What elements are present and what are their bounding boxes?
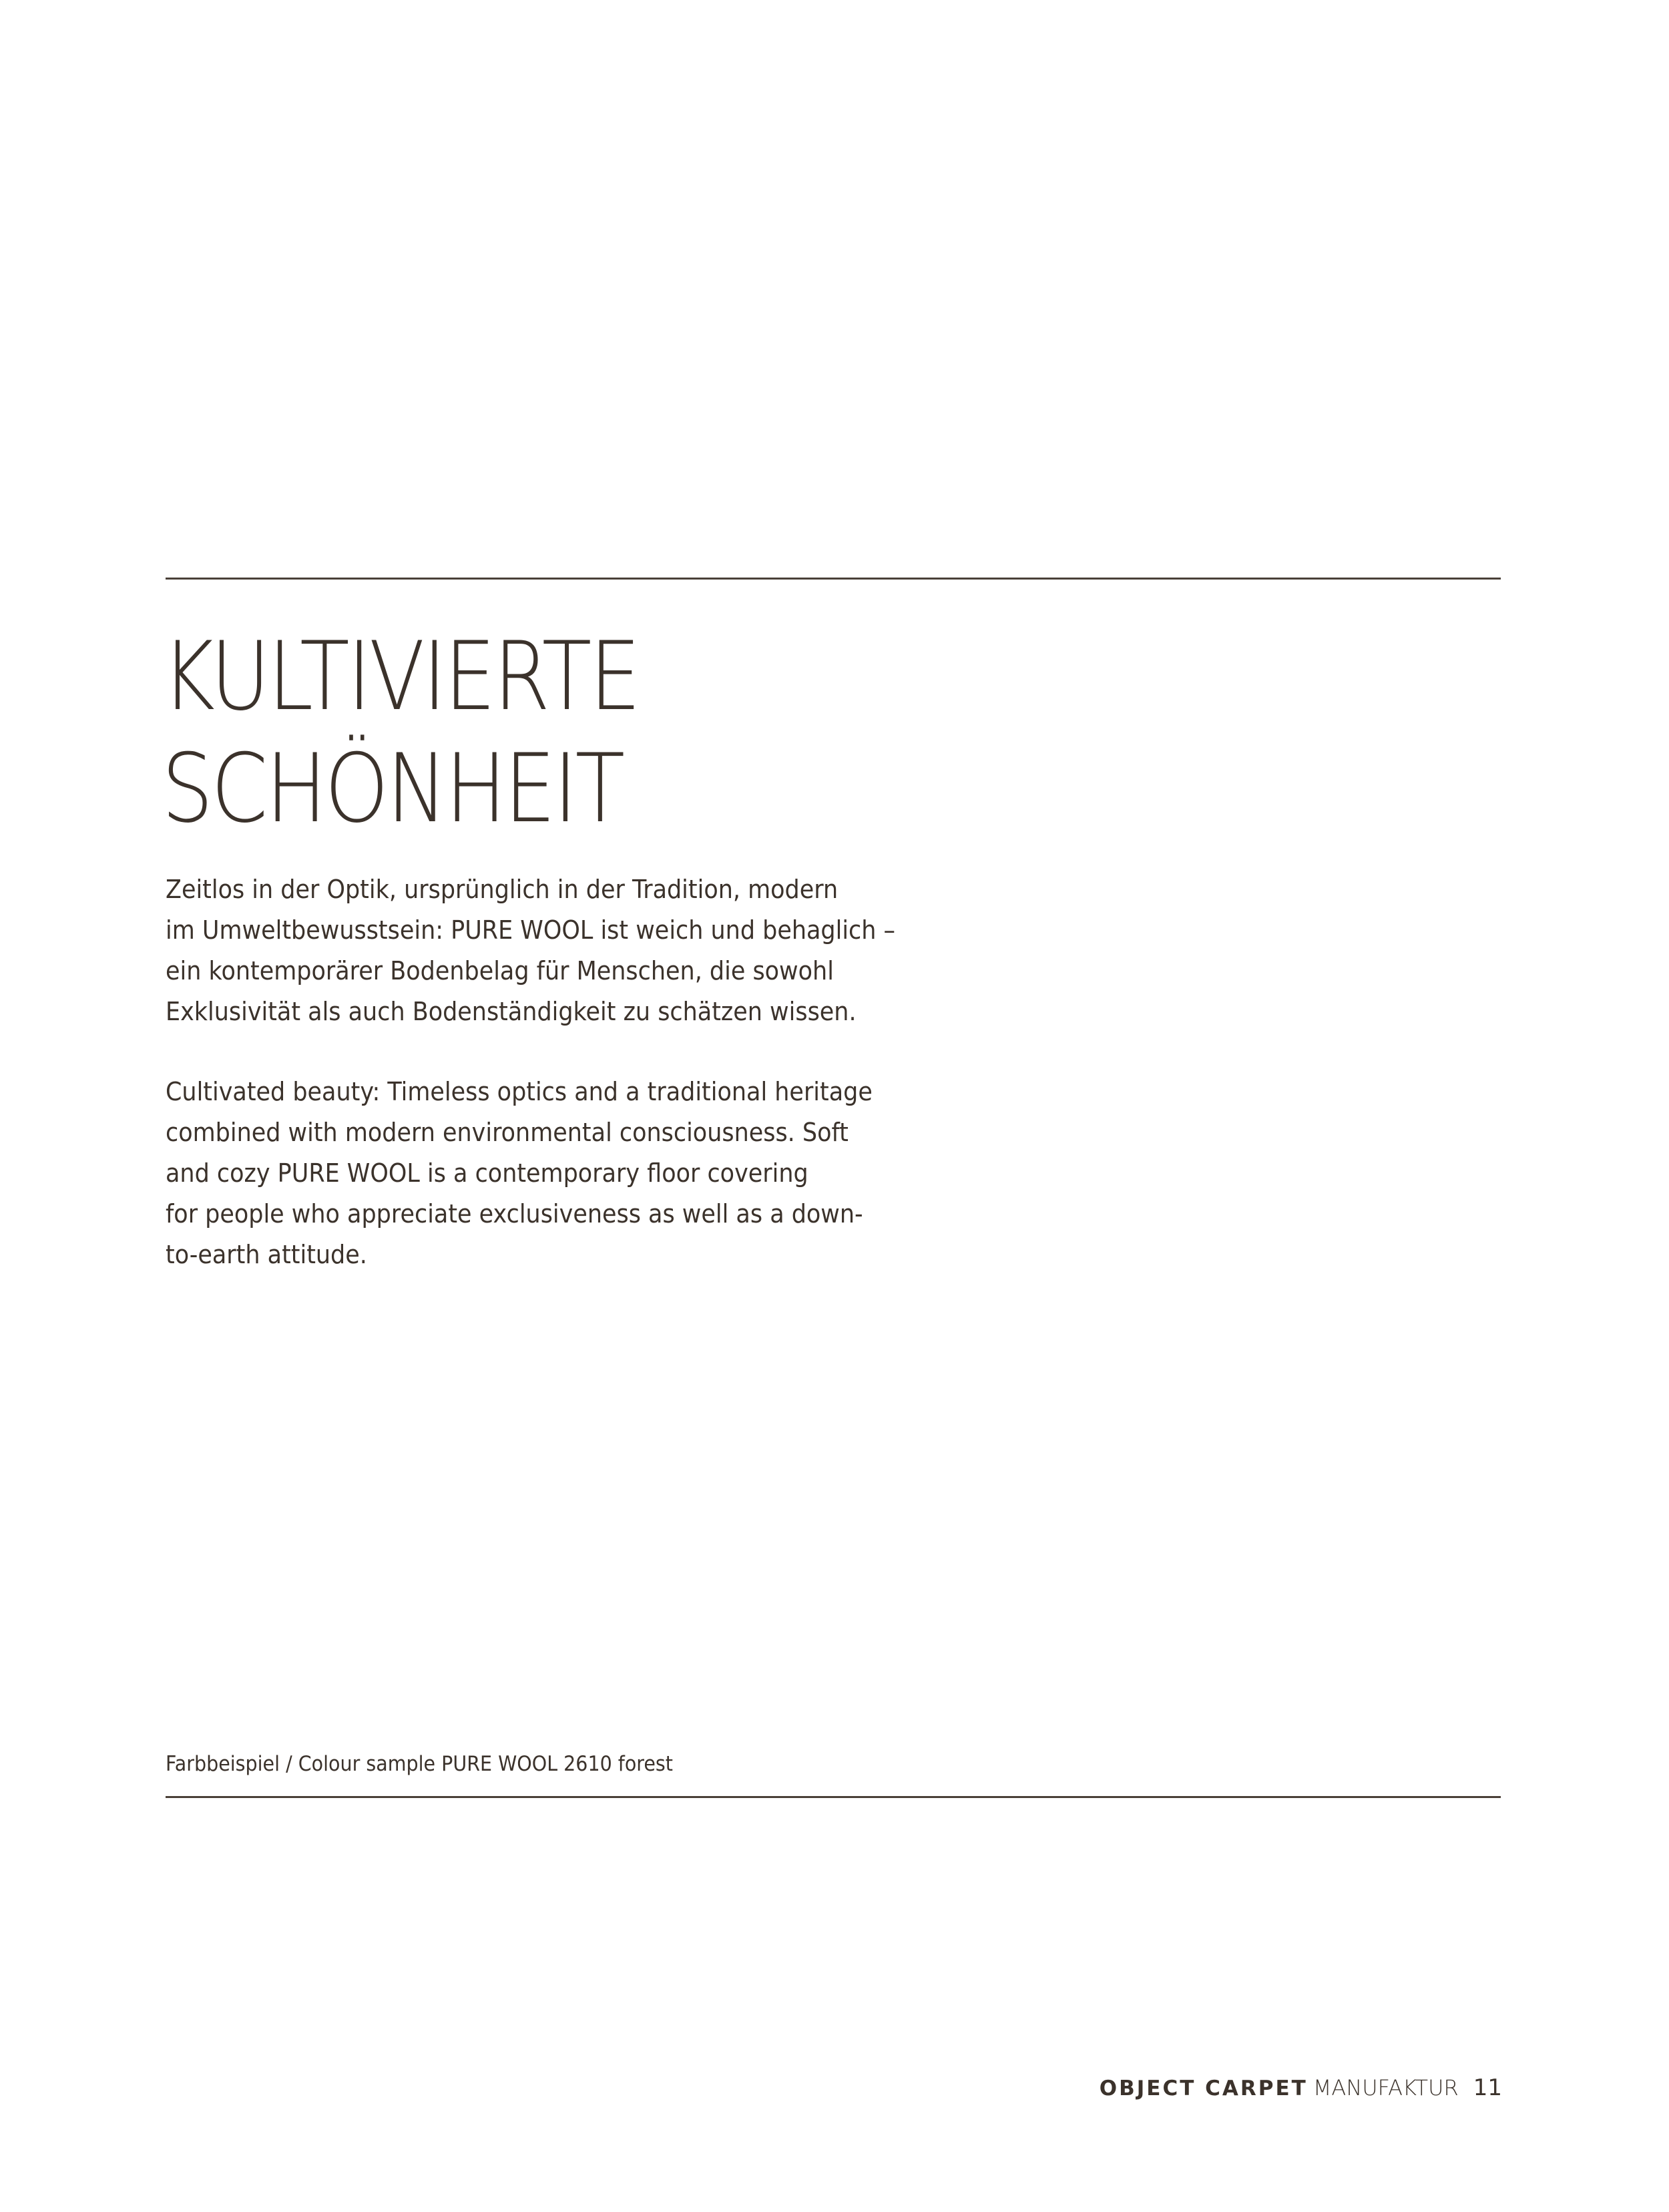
headline-line-1: KULTIVIERTE [162,622,639,732]
english-line: and cozy PURE WOOL is a contemporary floor covering [166,1158,808,1188]
page-number: 11 [1473,2074,1502,2101]
english-line: combined with modern environmental consciousness. Soft [166,1118,849,1147]
german-paragraph [166,869,895,1032]
top-divider-rule [166,578,1501,580]
german-line: Exklusivität als auch Bodenständigkeit zu schätzen wissen. [166,997,857,1026]
english-line: for people who appreciate exclusiveness as well as a down- [166,1199,863,1229]
english-paragraph [166,1072,873,1275]
german-line: im Umweltbewusstsein: PURE WOOL ist weich und behaglich – [166,915,896,945]
english-line: to-earth attitude. [166,1240,367,1269]
english-line: Cultivated beauty: Timeless optics and a traditional heritage [166,1077,873,1106]
bottom-divider-rule [166,1796,1501,1798]
colour-sample-caption: Farbbeispiel / Colour sample PURE WOOL 2610 forest [166,1752,673,1776]
headline-line-2: SCHÖNHEIT [162,734,623,844]
page-headline [162,621,639,845]
german-line: ein kontemporärer Bodenbelag für Menschen, die sowohl [166,956,834,985]
brand-subtitle: MANUFAKTUR [1313,2075,1459,2100]
page-footer [1100,2073,1502,2103]
german-line: Zeitlos in der Optik, ursprünglich in der Tradition, modern [166,875,839,904]
brand-logo: OBJECT CARPET [1099,2076,1308,2100]
